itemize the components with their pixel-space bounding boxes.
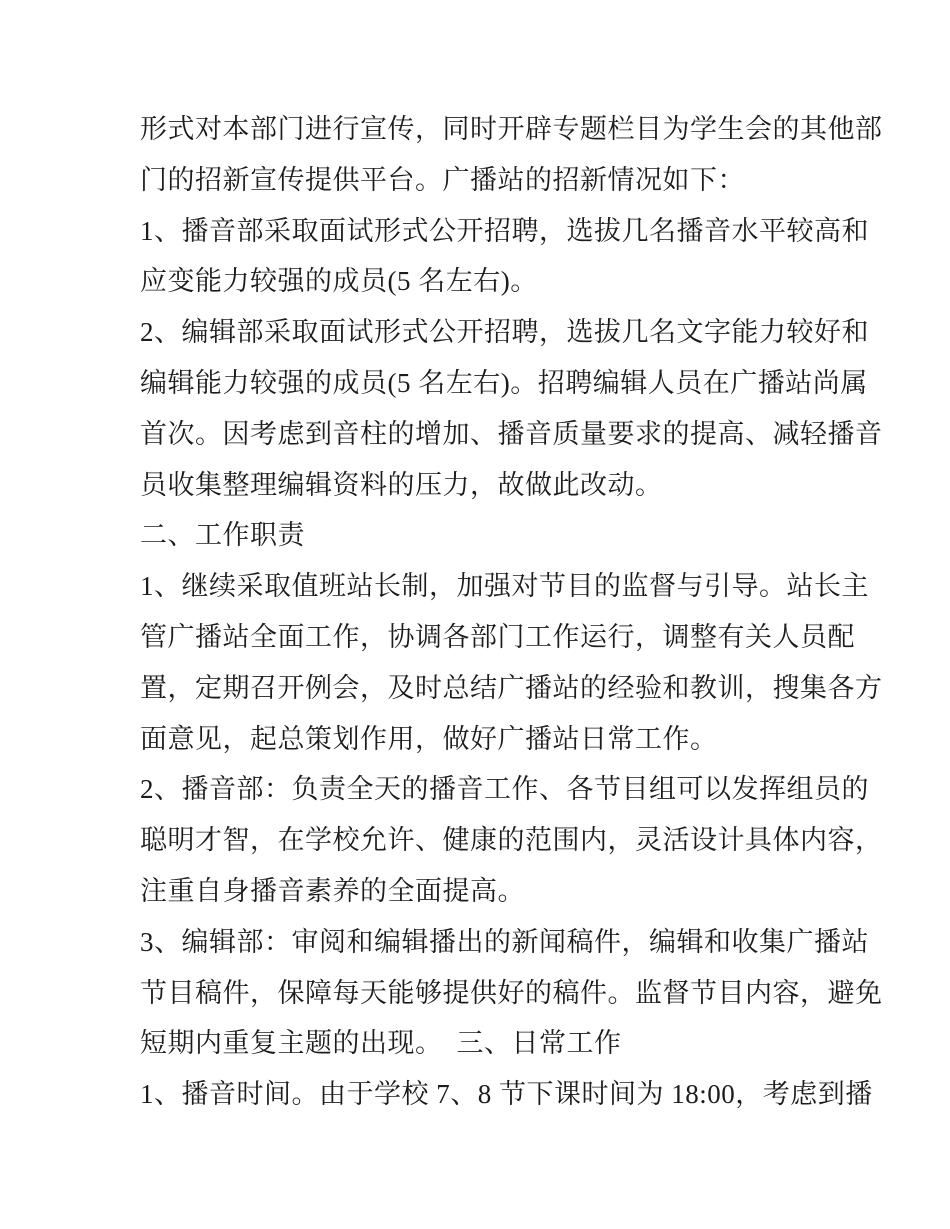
doc-line-12: 置，定期召开例会，及时总结广播站的经验和教训，搜集各方: [140, 672, 883, 703]
doc-line-03: 1、播音部采取面试形式公开招聘，选拔几名播音水平较高和: [140, 215, 869, 246]
doc-line-08: 员收集整理编辑资料的压力，故做此改动。: [140, 469, 663, 500]
doc-line-05: 2、编辑部采取面试形式公开招聘，选拔几名文字能力较好和: [140, 317, 869, 348]
doc-line-16: 注重自身播音素养的全面提高。: [140, 875, 525, 906]
doc-line-07: 首次。因考虑到音柱的增加、播音质量要求的提高、减轻播音: [140, 418, 883, 449]
doc-line-11: 管广播站全面工作，协调各部门工作运行，调整有关人员配: [140, 621, 855, 652]
doc-line-09-heading: 二、工作职责: [140, 520, 305, 551]
doc-line-17: 3、编辑部：审阅和编辑播出的新闻稿件，编辑和收集广播站: [140, 926, 869, 957]
doc-line-18: 节目稿件，保障每天能够提供好的稿件。监督节目内容，避免: [140, 977, 883, 1008]
doc-line-04: 应变能力较强的成员(5 名左右)。: [140, 266, 538, 297]
doc-line-10: 1、继续采取值班站长制，加强对节目的监督与引导。站长主: [140, 571, 869, 602]
doc-line-06: 编辑能力较强的成员(5 名左右)。招聘编辑人员在广播站尚属: [140, 367, 868, 398]
doc-line-20: 1、播音时间。由于学校 7、8 节下课时间为 18:00，考虑到播: [140, 1079, 873, 1110]
doc-line-02: 门的招新宣传提供平台。广播站的招新情况如下：: [140, 164, 745, 195]
doc-line-01: 形式对本部门进行宣传，同时开辟专题栏目为学生会的其他部: [140, 114, 883, 144]
doc-line-14: 2、播音部：负责全天的播音工作、各节目组可以发挥组员的: [140, 774, 869, 805]
doc-line-13: 面意见，起总策划作用，做好广播站日常工作。: [140, 723, 718, 754]
document-body: [140, 104, 883, 1120]
doc-line-19-heading: 短期内重复主题的出现。 三、日常工作: [140, 1028, 622, 1059]
doc-line-15: 聪明才智，在学校允许、健康的范围内，灵活设计具体内容，: [140, 825, 883, 856]
